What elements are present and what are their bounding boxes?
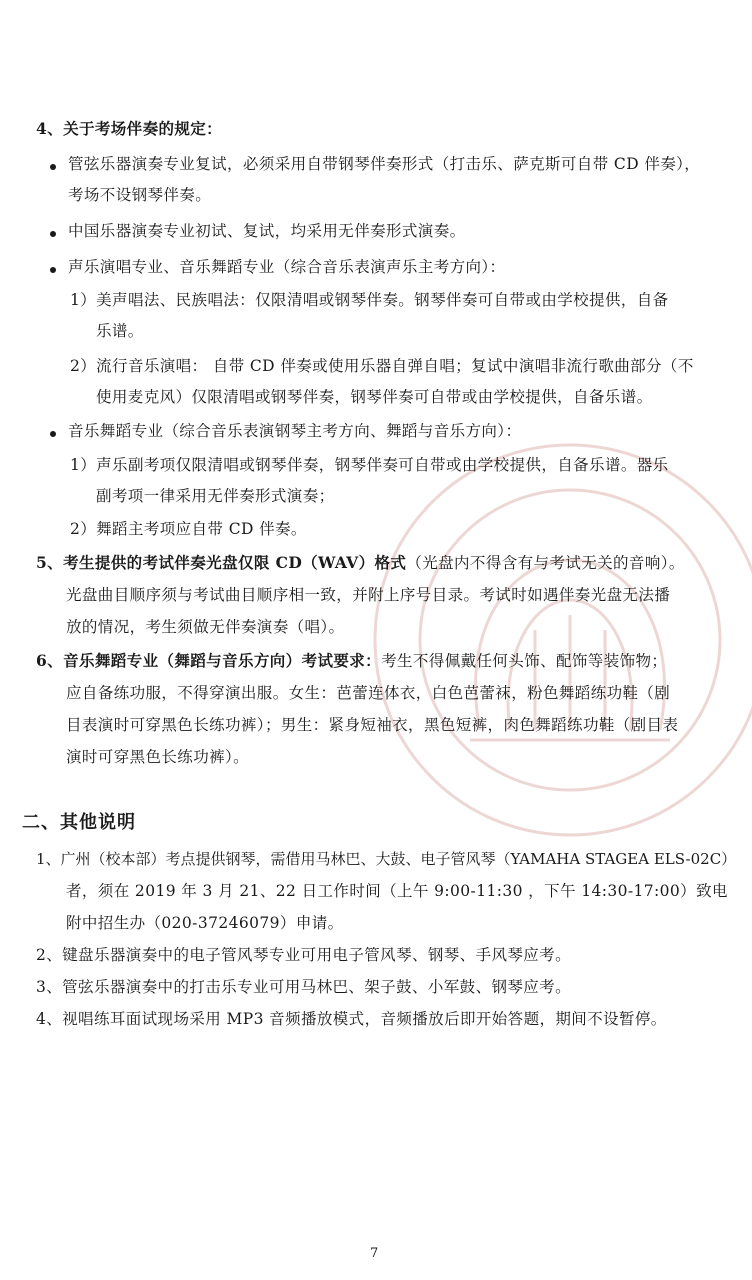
section-6-line3: 目表演时可穿黑色长练功裤）；男生：紧身短袖衣，黑色短裤，肉色舞蹈练功鞋（剧目表 [66, 716, 679, 734]
section-6-line1 [36, 650, 667, 672]
s4-b4-item1-line2: 副考项一律采用无伴奏形式演奏； [96, 487, 335, 505]
s4-bullet1-line2: 考场不设钢琴伴奏。 [68, 186, 212, 204]
section-5-bold: 5、考生提供的考试伴奏光盘仅限 CD（WAV）格式 [36, 553, 407, 572]
bullet-icon [50, 431, 56, 437]
s4-b4-item1-line1: 1）声乐副考项仅限清唱或钢琴伴奏，钢琴伴奏可自带或由学校提供，自备乐谱。器乐 [70, 456, 669, 474]
s4-b3-item1-line2: 乐谱。 [96, 322, 144, 340]
note-2: 2、键盘乐器演奏中的电子管风琴专业可用电子管风琴、钢琴、手风琴应考。 [36, 946, 571, 964]
section-6-bold: 6、音乐舞蹈专业（舞蹈与音乐方向）考试要求： [36, 651, 382, 670]
section-6-line4: 演时可穿黑色长练功裤）。 [66, 748, 250, 766]
bullet-icon [50, 267, 56, 273]
bullet-icon [50, 231, 56, 237]
page-number: 7 [370, 1246, 379, 1261]
section-4-heading: 4、关于考场伴奏的规定： [36, 119, 223, 138]
section-5-line2: 光盘曲目顺序须与考试曲目顺序相一致，并附上序号目录。考试时如遇伴奏光盘无法播 [66, 586, 671, 604]
note-4: 4、视唱练耳面试现场采用 MP3 音频播放模式，音频播放后即开始答题，期间不设暂停。 [36, 1010, 667, 1028]
s4-bullet1-line1: 管弦乐器演奏专业复试，必须采用自带钢琴伴奏形式（打击乐、萨克斯可自带 CD 伴奏）， [68, 155, 701, 173]
section-5-rest: （光盘内不得含有与考试无关的音响）。 [406, 554, 685, 572]
section-6-line2: 应自备练功服，不得穿演出服。女生：芭蕾连体衣，白色芭蕾袜，粉色舞蹈练功鞋（剧 [66, 684, 671, 702]
note-1-line1: 1、广州（校本部）考点提供钢琴，需借用马林巴、大鼓、电子管风琴（YAMAHA STAGEA ELS-02C） [36, 850, 737, 868]
note-1-line2: 者，须在 2019 年 3 月 21、22 日工作时间（上午 9:00-11:30 ，下午 14:30-17:00）致电 [66, 882, 728, 900]
section-5-line1 [36, 552, 685, 574]
s4-b3-item2-line2: 使用麦克风）仅限清唱或钢琴伴奏，钢琴伴奏可自带或由学校提供，自备乐谱。 [96, 388, 653, 406]
s4-bullet2: 中国乐器演奏专业初试、复试，均采用无伴奏形式演奏。 [68, 222, 466, 240]
s4-b4-item2: 2）舞蹈主考项应自带 CD 伴奏。 [70, 520, 307, 538]
section-6-rest: 考生不得佩戴任何头饰、配饰等装饰物； [381, 652, 668, 670]
note-3: 3、管弦乐器演奏中的打击乐专业可用马林巴、架子鼓、小军鼓、钢琴应考。 [36, 978, 571, 996]
s4-bullet3: 声乐演唱专业、音乐舞蹈专业（综合音乐表演声乐主考方向）： [68, 258, 506, 276]
s4-b3-item2-line1: 2）流行音乐演唱： 自带 CD 伴奏或使用乐器自弹自唱；复试中演唱非流行歌曲部分（不 [70, 357, 694, 375]
s4-bullet4: 音乐舞蹈专业（综合音乐表演钢琴主考方向、舞蹈与音乐方向）： [68, 422, 522, 440]
bullet-icon [50, 164, 56, 170]
s4-b3-item1-line1: 1）美声唱法、民族唱法：仅限清唱或钢琴伴奏。钢琴伴奏可自带或由学校提供，自备 [70, 291, 669, 309]
other-notes-heading: 二、其他说明 [22, 812, 136, 833]
note-1-line3: 附中招生办（020-37246079）申请。 [66, 914, 344, 932]
section-5-line3: 放的情况，考生须做无伴奏演奏（唱）。 [66, 618, 345, 636]
